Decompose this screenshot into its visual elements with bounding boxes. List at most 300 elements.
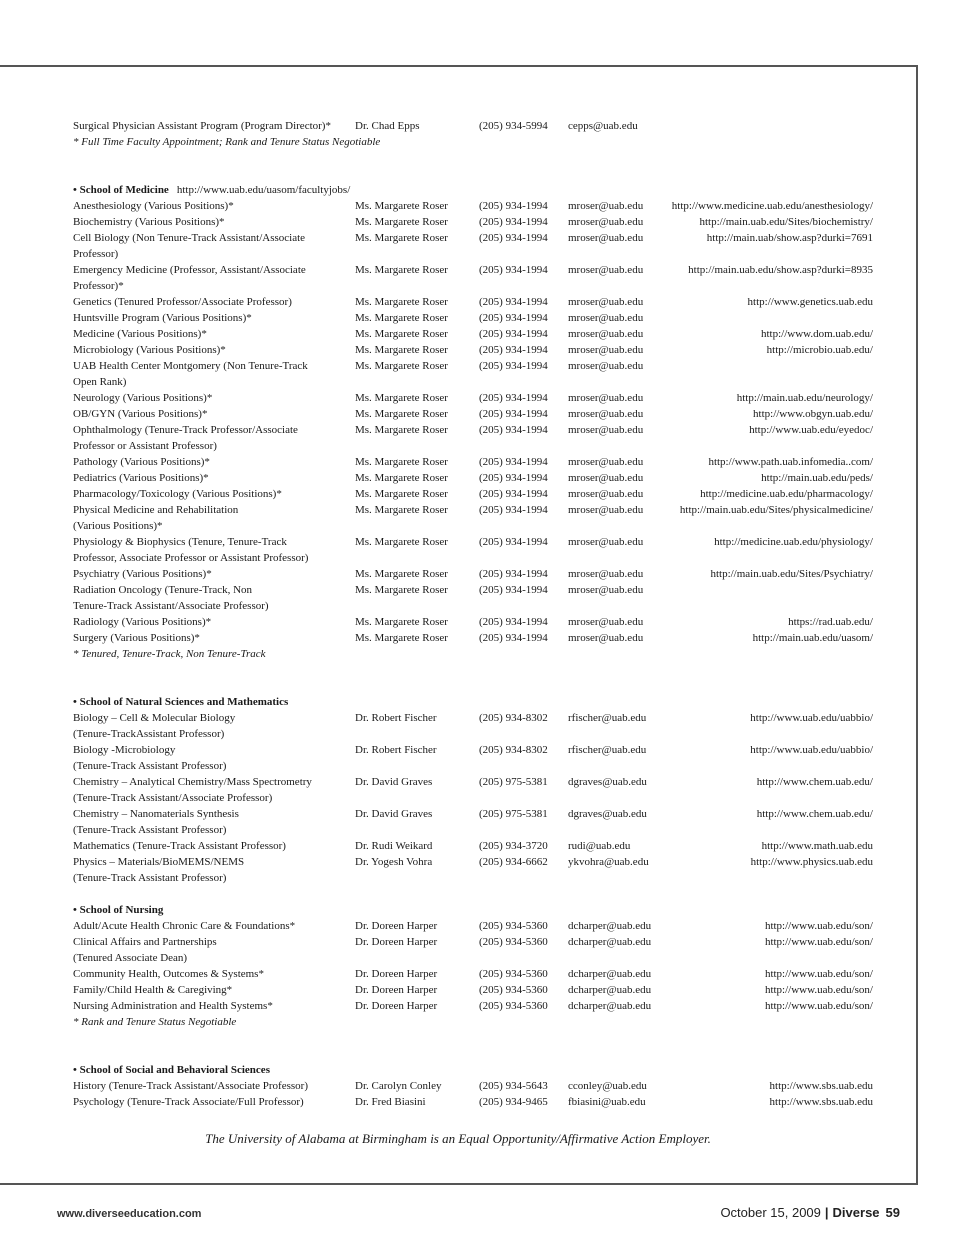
url-cell [662, 870, 873, 886]
contact-cell: Dr. Chad Epps [355, 120, 420, 132]
phone-cell [479, 278, 568, 294]
position-cell: Clinical Affairs and Partnerships [73, 936, 217, 948]
email-cell [568, 726, 662, 742]
email-cell[interactable]: ykvohra@uab.edu [568, 856, 649, 868]
email-cell[interactable]: mroser@uab.edu [568, 568, 644, 580]
phone-cell: (205) 934-1994 [479, 408, 548, 420]
position-cell: Tenure-Track Assistant/Associate Professor) [73, 600, 269, 612]
url-cell[interactable]: http://main.uab/show.asp?durki=7691 [706, 232, 873, 244]
url-cell[interactable]: http://main.uab.edu/Sites/Psychiatry/ [710, 568, 873, 580]
url-cell [662, 374, 873, 390]
contact-cell: Dr. Fred Biasini [355, 1096, 426, 1108]
phone-cell: (205) 934-1994 [479, 392, 548, 404]
contact-cell: Dr. Doreen Harper [355, 1000, 438, 1012]
email-cell[interactable]: mroser@uab.edu [568, 584, 644, 596]
email-cell [568, 822, 662, 838]
email-cell[interactable]: mroser@uab.edu [568, 456, 644, 468]
issue-date: October 15, 2009 [720, 1205, 821, 1220]
footnote: * Tenured, Tenure-Track, Non Tenure-Track [73, 648, 266, 660]
page-number: 59 [885, 1205, 900, 1220]
email-cell[interactable]: mroser@uab.edu [568, 632, 644, 644]
contact-cell: Ms. Margarete Roser [355, 232, 448, 244]
contact-cell: Dr. Doreen Harper [355, 984, 438, 996]
email-cell[interactable]: mroser@uab.edu [568, 344, 644, 356]
footnote: * Full Time Faculty Appointment; Rank and Tenure Status Negotiable [73, 136, 381, 148]
issue-info [720, 1205, 900, 1220]
contact-cell: Ms. Margarete Roser [355, 408, 448, 420]
contact-cell [355, 374, 479, 390]
school-of-medicine-section [73, 182, 873, 662]
table-row [73, 774, 873, 790]
table-row [73, 998, 873, 1014]
phone-cell [479, 790, 568, 806]
url-cell [662, 518, 873, 534]
position-cell: Physics – Materials/BioMEMS/NEMS [73, 856, 245, 868]
email-cell[interactable]: dgraves@uab.edu [568, 776, 647, 788]
email-cell[interactable]: mroser@uab.edu [568, 200, 644, 212]
table-row [73, 710, 873, 726]
table-row [73, 822, 873, 838]
phone-cell: (205) 934-1994 [479, 232, 548, 244]
table-row [73, 390, 873, 406]
phone-cell: (205) 975-5381 [479, 808, 548, 820]
email-cell[interactable]: mroser@uab.edu [568, 408, 644, 420]
phone-cell: (205) 934-1994 [479, 200, 548, 212]
url-cell[interactable]: http://www.sbs.uab.edu [769, 1096, 873, 1108]
email-cell[interactable]: dcharper@uab.edu [568, 936, 652, 948]
url-cell[interactable]: http://www.chem.uab.edu/ [756, 808, 873, 820]
table-row [73, 246, 873, 262]
contact-cell: Ms. Margarete Roser [355, 472, 448, 484]
email-cell[interactable]: fbiasini@uab.edu [568, 1096, 646, 1108]
phone-cell: (205) 934-8302 [479, 712, 548, 724]
position-cell: Nursing Administration and Health Systems* [73, 1000, 273, 1012]
url-cell[interactable]: http://www.genetics.uab.edu [747, 296, 873, 308]
contact-cell: Dr. Doreen Harper [355, 968, 438, 980]
position-cell: Physiology & Biophysics (Tenure, Tenure-Track [73, 536, 287, 548]
email-cell[interactable]: cepps@uab.edu [568, 120, 638, 132]
table-row [73, 630, 873, 646]
phone-cell [479, 870, 568, 886]
email-cell[interactable]: cconley@uab.edu [568, 1080, 647, 1092]
table-row [73, 294, 873, 310]
url-cell[interactable]: http://www.physics.uab.edu [750, 856, 873, 868]
position-cell: Open Rank) [73, 376, 127, 388]
contact-cell: Dr. Yogesh Vohra [355, 856, 433, 868]
table-row [73, 262, 873, 278]
contact-cell [355, 822, 479, 838]
table-row [73, 518, 873, 534]
table-row [73, 758, 873, 774]
email-cell[interactable]: rfischer@uab.edu [568, 712, 647, 724]
section-title: • School of Medicine [73, 184, 169, 196]
school-of-natural-sciences-section [73, 694, 873, 886]
phone-cell: (205) 934-1994 [479, 216, 548, 228]
url-cell[interactable]: http://main.uab.edu/show.asp?durki=8935 [688, 264, 873, 276]
site-url[interactable]: www.diverseeducation.com [57, 1208, 202, 1220]
section-title: • School of Natural Sciences and Mathematics [73, 696, 289, 708]
contact-cell [355, 758, 479, 774]
table-row [73, 838, 873, 854]
position-cell: Physical Medicine and Rehabilitation [73, 504, 239, 516]
position-cell: Cell Biology (Non Tenure-Track Assistant/Associate [73, 232, 306, 244]
table-row [73, 422, 873, 438]
position-cell: (Tenure-TrackAssistant Professor) [73, 728, 225, 740]
contact-cell: Ms. Margarete Roser [355, 200, 448, 212]
table-row [73, 742, 873, 758]
position-cell: Anesthesiology (Various Positions)* [73, 200, 234, 212]
phone-cell [479, 550, 568, 566]
email-cell[interactable]: mroser@uab.edu [568, 264, 644, 276]
url-cell[interactable]: http://www.path.uab.infomedia..com/ [708, 456, 873, 468]
table-row [73, 790, 873, 806]
url-cell [662, 598, 873, 614]
phone-cell: (205) 934-5643 [479, 1080, 548, 1092]
url-cell[interactable]: https://rad.uab.edu/ [788, 616, 873, 628]
url-cell[interactable]: http://main.uab.edu/neurology/ [736, 392, 873, 404]
phone-cell: (205) 934-6662 [479, 856, 548, 868]
email-cell [568, 374, 662, 390]
contact-cell: Dr. David Graves [355, 776, 433, 788]
email-cell[interactable]: mroser@uab.edu [568, 232, 644, 244]
contact-cell [355, 950, 479, 966]
url-cell[interactable]: http://microbio.uab.edu/ [766, 344, 873, 356]
phone-cell: (205) 934-1994 [479, 344, 548, 356]
url-cell [662, 310, 873, 326]
school-of-nursing-section [73, 902, 873, 1030]
phone-cell: (205) 934-8302 [479, 744, 548, 756]
contact-cell: Dr. Doreen Harper [355, 920, 438, 932]
email-cell [568, 758, 662, 774]
section-header [73, 694, 873, 710]
position-cell: Radiation Oncology (Tenure-Track, Non [73, 584, 253, 596]
contact-cell: Dr. Doreen Harper [355, 936, 438, 948]
phone-cell [479, 950, 568, 966]
position-cell: Adult/Acute Health Chronic Care & Foundations* [73, 920, 296, 932]
contact-cell: Ms. Margarete Roser [355, 344, 448, 356]
phone-cell [479, 726, 568, 742]
contact-cell [355, 550, 479, 566]
position-cell: Community Health, Outcomes & Systems* [73, 968, 264, 980]
position-cell: Ophthalmology (Tenure-Track Professor/Associate [73, 424, 298, 436]
email-cell[interactable]: dgraves@uab.edu [568, 808, 647, 820]
email-cell[interactable]: rudi@uab.edu [568, 840, 631, 852]
contact-cell: Ms. Margarete Roser [355, 392, 448, 404]
url-cell[interactable]: http://main.uab.edu/uasom/ [752, 632, 873, 644]
phone-cell: (205) 934-1994 [479, 296, 548, 308]
contact-cell: Ms. Margarete Roser [355, 584, 448, 596]
contact-cell: Ms. Margarete Roser [355, 568, 448, 580]
table-row [73, 470, 873, 486]
email-cell [568, 950, 662, 966]
phone-cell: (205) 934-5360 [479, 920, 548, 932]
url-cell [662, 582, 873, 598]
position-cell: (Tenure-Track Assistant Professor) [73, 872, 227, 884]
contact-cell: Ms. Margarete Roser [355, 216, 448, 228]
url-cell [662, 438, 873, 454]
contact-cell: Ms. Margarete Roser [355, 456, 448, 468]
position-cell: Biochemistry (Various Positions)* [73, 216, 225, 228]
contact-cell [355, 518, 479, 534]
table-row [73, 982, 873, 998]
footnote: * Rank and Tenure Status Negotiable [73, 1016, 237, 1028]
position-cell: (Tenure-Track Assistant Professor) [73, 824, 227, 836]
position-cell: Pediatrics (Various Positions)* [73, 472, 209, 484]
position-cell: OB/GYN (Various Positions)* [73, 408, 208, 420]
url-cell[interactable]: http://medicine.uab.edu/physiology/ [714, 536, 873, 548]
table-row [73, 550, 873, 566]
phone-cell: (205) 934-1994 [479, 488, 548, 500]
table-row [73, 966, 873, 982]
position-cell: History (Tenure-Track Assistant/Associate Professor) [73, 1080, 308, 1092]
email-cell[interactable]: mroser@uab.edu [568, 424, 644, 436]
contact-cell: Ms. Margarete Roser [355, 632, 448, 644]
position-cell: Pathology (Various Positions)* [73, 456, 210, 468]
page-footer [0, 1205, 960, 1225]
email-cell [568, 278, 662, 294]
table-row [73, 950, 873, 966]
surgical-section [73, 118, 873, 150]
table-row [73, 118, 873, 134]
email-cell[interactable]: mroser@uab.edu [568, 360, 644, 372]
school-of-social-sciences-section [73, 1062, 873, 1110]
position-cell: Neurology (Various Positions)* [73, 392, 213, 404]
phone-cell [479, 822, 568, 838]
contact-cell: Ms. Margarete Roser [355, 488, 448, 500]
table-row [73, 870, 873, 886]
phone-cell: (205) 934-1994 [479, 264, 548, 276]
table-row [73, 534, 873, 550]
table-row [73, 934, 873, 950]
url-cell[interactable]: http://www.medicine.uab.edu/anesthesiology/ [671, 200, 873, 212]
email-cell [568, 790, 662, 806]
position-cell: Psychology (Tenure-Track Associate/Full Professor) [73, 1096, 304, 1108]
phone-cell: (205) 934-1994 [479, 616, 548, 628]
social-rows [73, 1078, 873, 1110]
medicine-rows [73, 198, 873, 646]
phone-cell [479, 598, 568, 614]
url-cell[interactable]: http://medicine.uab.edu/pharmacology/ [700, 488, 873, 500]
position-cell: Professor) [73, 248, 119, 260]
phone-cell: (205) 934-1994 [479, 360, 548, 372]
table-row [73, 486, 873, 502]
table-row [73, 502, 873, 518]
contact-cell: Ms. Margarete Roser [355, 312, 448, 324]
url-cell[interactable]: http://www.uab.edu/son/ [764, 1000, 873, 1012]
phone-cell: (205) 934-1994 [479, 472, 548, 484]
phone-cell [479, 518, 568, 534]
phone-cell: (205) 934-5360 [479, 984, 548, 996]
position-cell: Professor)* [73, 280, 124, 292]
table-row [73, 230, 873, 246]
phone-cell: (205) 934-5360 [479, 1000, 548, 1012]
phone-cell [479, 246, 568, 262]
email-cell[interactable]: mroser@uab.edu [568, 216, 644, 228]
phone-cell [479, 374, 568, 390]
position-cell: Genetics (Tenured Professor/Associate Professor) [73, 296, 292, 308]
contact-cell: Dr. Rudi Weikard [355, 840, 433, 852]
url-cell[interactable]: http://www.uab.edu/son/ [764, 936, 873, 948]
url-cell[interactable]: http://www.uab.edu/eyedoc/ [749, 424, 873, 436]
email-cell [568, 518, 662, 534]
url-cell [662, 726, 873, 742]
url-cell[interactable]: http://www.uab.edu/son/ [764, 920, 873, 932]
url-cell [662, 822, 873, 838]
table-row [73, 1078, 873, 1094]
position-cell: Huntsville Program (Various Positions)* [73, 312, 252, 324]
table-row [73, 726, 873, 742]
section-url[interactable]: http://www.uab.edu/uasom/facultyjobs/ [176, 184, 351, 196]
contact-cell [355, 790, 479, 806]
table-row [73, 406, 873, 422]
contact-cell: Ms. Margarete Roser [355, 616, 448, 628]
url-cell[interactable]: http://www.chem.uab.edu/ [756, 776, 873, 788]
divider: | [824, 1205, 829, 1220]
phone-cell: (205) 934-5360 [479, 968, 548, 980]
table-row [73, 438, 873, 454]
position-cell: Medicine (Various Positions)* [73, 328, 207, 340]
position-cell: UAB Health Center Montgomery (Non Tenure-Track [73, 360, 308, 372]
email-cell[interactable]: dcharper@uab.edu [568, 920, 652, 932]
email-cell[interactable]: rfischer@uab.edu [568, 744, 647, 756]
email-cell[interactable]: mroser@uab.edu [568, 536, 644, 548]
email-cell[interactable]: mroser@uab.edu [568, 312, 644, 324]
table-row [73, 326, 873, 342]
contact-cell [355, 870, 479, 886]
table-row [73, 598, 873, 614]
url-cell[interactable]: http://www.uab.edu/son/ [764, 968, 873, 980]
email-cell[interactable]: dcharper@uab.edu [568, 1000, 652, 1012]
position-cell: Pharmacology/Toxicology (Various Positions)* [73, 488, 282, 500]
url-cell[interactable]: http://main.uab.edu/peds/ [761, 472, 873, 484]
email-cell[interactable]: dcharper@uab.edu [568, 968, 652, 980]
contact-cell: Dr. Robert Fischer [355, 712, 437, 724]
url-cell[interactable]: http://www.sbs.uab.edu [769, 1080, 873, 1092]
phone-cell: (205) 934-3720 [479, 840, 548, 852]
position-cell: Professor or Assistant Professor) [73, 440, 217, 452]
url-cell[interactable]: http://www.dom.uab.edu/ [760, 328, 873, 340]
section-header [73, 182, 873, 198]
position-cell: (Tenured Associate Dean) [73, 952, 188, 964]
phone-cell: (205) 934-5994 [479, 120, 548, 132]
section-title: • School of Nursing [73, 904, 164, 916]
email-cell[interactable]: mroser@uab.edu [568, 488, 644, 500]
table-row [73, 214, 873, 230]
phone-cell [479, 758, 568, 774]
url-cell[interactable]: http://www.math.uab.edu [761, 840, 873, 852]
url-cell [662, 278, 873, 294]
nursing-rows [73, 918, 873, 1014]
table-row [73, 358, 873, 374]
email-cell [568, 438, 662, 454]
contact-cell [355, 246, 479, 262]
email-cell[interactable]: mroser@uab.edu [568, 504, 644, 516]
phone-cell: (205) 934-1994 [479, 456, 548, 468]
section-header [73, 902, 873, 918]
email-cell[interactable]: mroser@uab.edu [568, 328, 644, 340]
phone-cell: (205) 934-1994 [479, 536, 548, 548]
table-row [73, 918, 873, 934]
table-row [73, 310, 873, 326]
contact-cell: Ms. Margarete Roser [355, 328, 448, 340]
phone-cell: (205) 934-1994 [479, 328, 548, 340]
phone-cell: (205) 934-1994 [479, 312, 548, 324]
contact-cell: Dr. Robert Fischer [355, 744, 437, 756]
email-cell[interactable]: mroser@uab.edu [568, 392, 644, 404]
url-cell [662, 790, 873, 806]
email-cell[interactable]: mroser@uab.edu [568, 296, 644, 308]
equal-opportunity-note: The University of Alabama at Birmingham is an Equal Opportunity/Affirmative Action Employer. [205, 1131, 711, 1146]
phone-cell: (205) 934-9465 [479, 1096, 548, 1108]
contact-cell: Ms. Margarete Roser [355, 296, 448, 308]
position-cell: Psychiatry (Various Positions)* [73, 568, 212, 580]
natural-rows [73, 710, 873, 886]
position-cell: Professor, Associate Professor or Assistant Professor) [73, 552, 309, 564]
position-cell: (Tenure-Track Assistant/Associate Professor) [73, 792, 273, 804]
email-cell [568, 598, 662, 614]
contact-cell [355, 438, 479, 454]
phone-cell: (205) 934-1994 [479, 424, 548, 436]
phone-cell: (205) 975-5381 [479, 776, 548, 788]
position-cell: Surgery (Various Positions)* [73, 632, 200, 644]
table-row [73, 854, 873, 870]
contact-cell [355, 726, 479, 742]
url-cell [662, 758, 873, 774]
email-cell[interactable]: dcharper@uab.edu [568, 984, 652, 996]
phone-cell: (205) 934-5360 [479, 936, 548, 948]
url-cell [662, 950, 873, 966]
contact-cell [355, 278, 479, 294]
table-row [73, 1094, 873, 1110]
email-cell [568, 870, 662, 886]
url-cell[interactable]: http://www.uab.edu/uabbio/ [750, 744, 873, 756]
job-listings [73, 118, 873, 1110]
url-cell [662, 358, 873, 374]
phone-cell: (205) 934-1994 [479, 632, 548, 644]
table-row [73, 806, 873, 822]
url-cell[interactable]: http://main.uab.edu/Sites/biochemistry/ [699, 216, 873, 228]
contact-cell: Ms. Margarete Roser [355, 264, 448, 276]
position-cell: (Tenure-Track Assistant Professor) [73, 760, 227, 772]
url-cell[interactable]: http://www.uab.edu/uabbio/ [750, 712, 873, 724]
url-cell[interactable]: http://main.uab.edu/Sites/physicalmedicine/ [679, 504, 873, 516]
magazine-name: Diverse [832, 1205, 880, 1220]
position-cell: Surgical Physician Assistant Program (Program Director)* [73, 120, 331, 132]
url-cell [662, 550, 873, 566]
position-cell: Radiology (Various Positions)* [73, 616, 212, 628]
email-cell[interactable]: mroser@uab.edu [568, 472, 644, 484]
position-cell: Microbiology (Various Positions)* [73, 344, 226, 356]
contact-cell: Ms. Margarete Roser [355, 424, 448, 436]
table-row [73, 614, 873, 630]
url-cell [662, 246, 873, 262]
phone-cell: (205) 934-1994 [479, 504, 548, 516]
contact-cell [355, 598, 479, 614]
contact-cell: Ms. Margarete Roser [355, 504, 448, 516]
contact-cell: Dr. David Graves [355, 808, 433, 820]
table-row [73, 198, 873, 214]
email-cell[interactable]: mroser@uab.edu [568, 616, 644, 628]
contact-cell: Ms. Margarete Roser [355, 536, 448, 548]
position-cell: Chemistry – Nanomaterials Synthesis [73, 808, 239, 820]
url-cell[interactable]: http://www.obgyn.uab.edu/ [753, 408, 873, 420]
table-row [73, 582, 873, 598]
url-cell[interactable] [662, 118, 873, 134]
url-cell[interactable]: http://www.uab.edu/son/ [764, 984, 873, 996]
position-cell: Biology – Cell & Molecular Biology [73, 712, 236, 724]
position-cell: Mathematics (Tenure-Track Assistant Professor) [73, 840, 286, 852]
table-row [73, 454, 873, 470]
